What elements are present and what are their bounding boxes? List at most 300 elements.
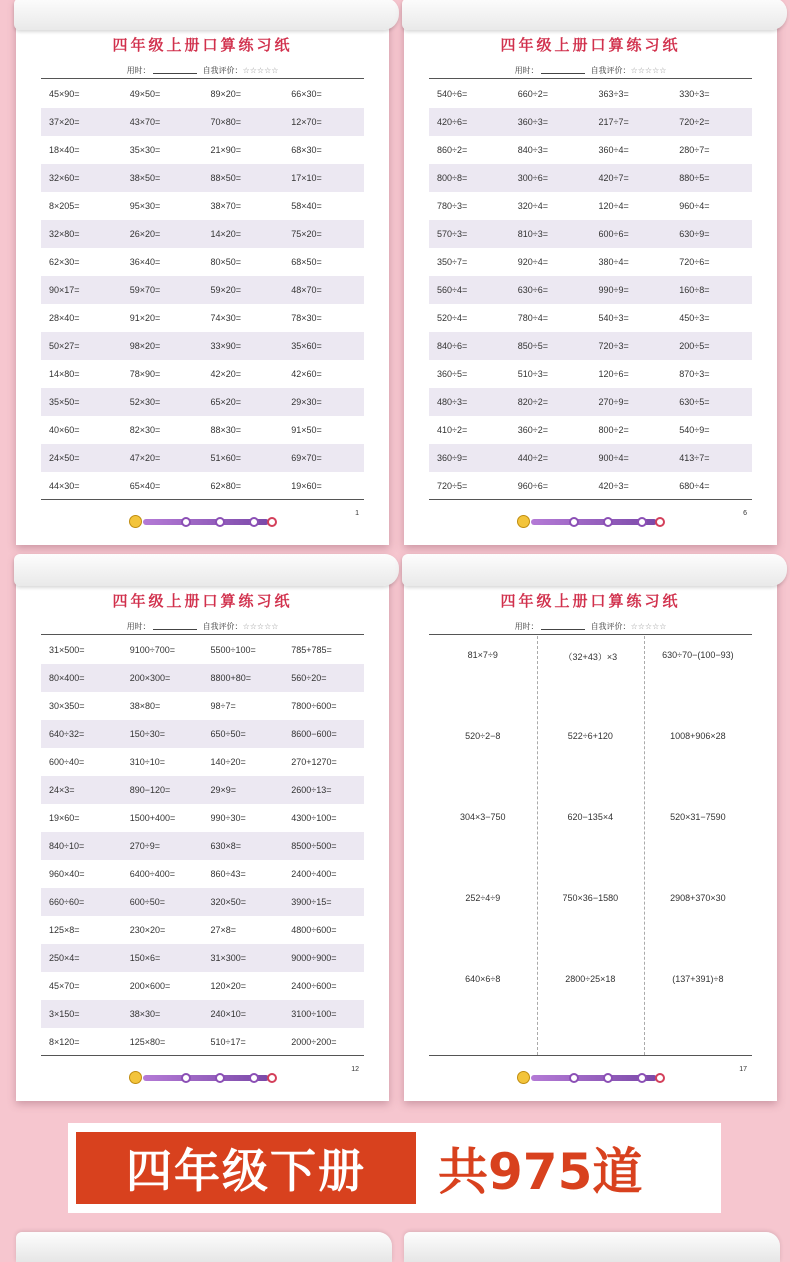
problem-cell: 860÷43= bbox=[210, 869, 246, 879]
problem-cell: 48×70= bbox=[291, 285, 322, 295]
problem-cell: 840÷6= bbox=[437, 341, 468, 351]
problem-cell: 125×8= bbox=[49, 925, 80, 935]
page-number: 1 bbox=[355, 510, 359, 517]
problem-cell: 68×50= bbox=[291, 257, 322, 267]
problem-cell: 600÷6= bbox=[598, 229, 629, 239]
problem-cell: 68×30= bbox=[291, 145, 322, 155]
problem-cell: 720÷3= bbox=[598, 341, 629, 351]
problem-cell: 47×20= bbox=[129, 453, 161, 463]
problem-cell: 3×150= bbox=[49, 1009, 80, 1019]
star-rating-icon: ☆☆☆☆☆ bbox=[242, 622, 279, 631]
table-row bbox=[429, 220, 752, 248]
problem-cell: 43×70= bbox=[129, 117, 161, 127]
column-divider bbox=[537, 636, 538, 1055]
problem-cell: 42×60= bbox=[291, 369, 322, 379]
problem-cell: 65×40= bbox=[129, 481, 161, 491]
table-row bbox=[41, 388, 364, 416]
problem-cell: 14×80= bbox=[49, 369, 80, 379]
timer-end-dot bbox=[655, 517, 665, 527]
problem-cell: 600÷40= bbox=[49, 757, 85, 767]
alarm-clock-icon bbox=[517, 515, 530, 528]
problem-cell: 91×50= bbox=[291, 425, 322, 435]
timer-dot bbox=[215, 517, 225, 527]
timer-end-dot bbox=[267, 517, 277, 527]
problem-cell: 12×70= bbox=[291, 117, 322, 127]
problem-cell: 140÷20= bbox=[210, 757, 246, 767]
top-rule bbox=[429, 78, 752, 79]
table-row bbox=[41, 944, 364, 972]
problem-cell: 19×60= bbox=[49, 813, 80, 823]
problem-cell: 59×70= bbox=[129, 285, 161, 295]
alarm-clock-icon bbox=[129, 1071, 142, 1084]
table-row bbox=[429, 388, 752, 416]
problem-cell: 35×50= bbox=[49, 397, 80, 407]
sheet-title: 四年级上册口算练习纸 bbox=[112, 592, 293, 610]
sheet-meta bbox=[404, 65, 777, 76]
problem-cell: 630÷6= bbox=[517, 285, 548, 295]
problem-cell: 200×600= bbox=[129, 981, 171, 991]
problem-cell: 5500÷100= bbox=[210, 645, 256, 655]
table-row bbox=[41, 444, 364, 472]
page-number: 6 bbox=[743, 510, 747, 517]
next-sheet-edge bbox=[404, 1232, 780, 1262]
problem-cell: 420÷6= bbox=[437, 117, 468, 127]
problem-cell: 29×9= bbox=[210, 785, 237, 795]
timer-dot bbox=[569, 517, 579, 527]
sheet-meta bbox=[16, 621, 389, 632]
problem-cell: 88×30= bbox=[210, 425, 242, 435]
problem-cell: 800÷2= bbox=[598, 425, 629, 435]
problem-cell: 300÷6= bbox=[517, 173, 548, 183]
table-row bbox=[429, 416, 752, 444]
mixed-problem-cell: 81×7÷9 bbox=[467, 650, 498, 660]
problem-cell: 350÷7= bbox=[437, 257, 468, 267]
problem-cell: 51×60= bbox=[210, 453, 242, 463]
problem-cell: 66×30= bbox=[291, 89, 322, 99]
table-row bbox=[41, 720, 364, 748]
table-row bbox=[41, 164, 364, 192]
problem-cell: 38×80= bbox=[129, 701, 161, 711]
problem-cell: 840÷3= bbox=[517, 145, 548, 155]
problem-cell: 270+1270= bbox=[291, 757, 337, 767]
star-rating-icon: ☆☆☆☆☆ bbox=[630, 622, 667, 631]
problem-cell: 780÷4= bbox=[517, 313, 548, 323]
problem-cell: 2600÷13= bbox=[291, 785, 332, 795]
sheet-binding bbox=[14, 554, 399, 586]
table-row bbox=[41, 80, 364, 108]
problem-cell: 410÷2= bbox=[437, 425, 468, 435]
banner-count-label: 共975道 bbox=[438, 1143, 643, 1201]
problem-cell: 45×70= bbox=[49, 981, 80, 991]
time-blank bbox=[153, 73, 197, 74]
problem-cell: 50×27= bbox=[49, 341, 80, 351]
problem-cell: 37×20= bbox=[49, 117, 80, 127]
problem-cell: 4800÷600= bbox=[291, 925, 337, 935]
problem-cell: 69×70= bbox=[291, 453, 322, 463]
problem-cell: 75×20= bbox=[291, 229, 322, 239]
time-blank bbox=[153, 629, 197, 630]
problem-cell: 650÷50= bbox=[210, 729, 246, 739]
problem-cell: 17×10= bbox=[291, 173, 322, 183]
worksheet-page-1 bbox=[16, 0, 389, 545]
table-row bbox=[41, 472, 364, 500]
problem-cell: 960÷6= bbox=[517, 481, 548, 491]
problem-cell: 70×80= bbox=[210, 117, 242, 127]
timer-dot bbox=[637, 1073, 647, 1083]
problem-cell: 29×30= bbox=[291, 397, 322, 407]
promo-banner bbox=[68, 1123, 721, 1213]
problem-cell: 990÷30= bbox=[210, 813, 246, 823]
problem-cell: 420÷3= bbox=[598, 481, 629, 491]
problem-cell: 31×300= bbox=[210, 953, 247, 963]
table-row bbox=[41, 304, 364, 332]
problem-cell: 58×40= bbox=[291, 201, 322, 211]
table-row bbox=[41, 972, 364, 1000]
table-row bbox=[41, 692, 364, 720]
table-row bbox=[41, 416, 364, 444]
timer-dot bbox=[249, 517, 259, 527]
table-row bbox=[429, 444, 752, 472]
problem-cell: 8×205= bbox=[49, 201, 80, 211]
problem-cell: 35×30= bbox=[129, 145, 161, 155]
table-row bbox=[41, 192, 364, 220]
problem-cell: 38×70= bbox=[210, 201, 242, 211]
problem-cell: 870÷3= bbox=[679, 369, 710, 379]
table-row bbox=[41, 636, 364, 664]
problem-cell: 217÷7= bbox=[598, 117, 629, 127]
mixed-problem-cell: 520÷2−8 bbox=[465, 731, 501, 741]
problem-cell: 630÷5= bbox=[679, 397, 710, 407]
problem-cell: 360÷4= bbox=[598, 145, 629, 155]
problem-cell: 28×40= bbox=[49, 313, 80, 323]
problem-cell: 413÷7= bbox=[679, 453, 710, 463]
mixed-problem-cell: 304×3−750 bbox=[459, 812, 506, 822]
problem-cell: 38×30= bbox=[129, 1009, 161, 1019]
problem-cell: 8800+80= bbox=[210, 673, 252, 683]
time-blank bbox=[541, 73, 585, 74]
problem-cell: 960÷4= bbox=[679, 201, 710, 211]
problem-cell: 160÷8= bbox=[679, 285, 710, 295]
problem-cell: 630÷9= bbox=[679, 229, 710, 239]
problem-cell: 640÷32= bbox=[49, 729, 85, 739]
problem-cell: 62×80= bbox=[210, 481, 242, 491]
problem-cell: 880÷5= bbox=[679, 173, 710, 183]
table-row bbox=[429, 276, 752, 304]
problem-cell: 65×20= bbox=[210, 397, 242, 407]
problem-cell: 810÷3= bbox=[517, 229, 548, 239]
problem-cell: 320÷4= bbox=[517, 201, 548, 211]
problem-cell: 8600−600= bbox=[291, 729, 337, 739]
problem-cell: 2000÷200= bbox=[291, 1037, 337, 1047]
problem-cell: 2400÷600= bbox=[291, 981, 337, 991]
problem-cell: 30×350= bbox=[49, 701, 85, 711]
problem-cell: 440÷2= bbox=[517, 453, 548, 463]
problem-cell: 52×30= bbox=[129, 397, 161, 407]
problem-cell: 14×20= bbox=[210, 229, 242, 239]
table-row bbox=[429, 108, 752, 136]
problem-cell: 78×90= bbox=[129, 369, 161, 379]
problem-cell: 7800÷600= bbox=[291, 701, 337, 711]
banner-grade-label: 四年级下册 bbox=[76, 1132, 416, 1204]
table-row bbox=[429, 192, 752, 220]
problem-cell: 800÷8= bbox=[437, 173, 468, 183]
time-blank bbox=[541, 629, 585, 630]
self-eval-label: 自我评价： bbox=[202, 66, 243, 75]
mixed-problem-cell: 750×36−1580 bbox=[562, 893, 619, 903]
problem-cell: 720÷6= bbox=[679, 257, 710, 267]
table-row bbox=[41, 832, 364, 860]
problem-cell: 18×40= bbox=[49, 145, 80, 155]
mixed-problem-cell: 640×6÷8 bbox=[465, 974, 501, 984]
problem-cell: 3900÷15= bbox=[291, 897, 332, 907]
problem-cell: 990÷9= bbox=[598, 285, 629, 295]
sheet-meta bbox=[16, 65, 389, 76]
mixed-problem-cell: 630÷70−(100−93) bbox=[662, 650, 734, 660]
problem-cell: 363÷3= bbox=[598, 89, 629, 99]
mixed-problem-cell: 620−135×4 bbox=[567, 812, 614, 822]
problem-cell: 120÷4= bbox=[598, 201, 629, 211]
table-row bbox=[41, 1028, 364, 1056]
problem-cell: 80×400= bbox=[49, 673, 85, 683]
problem-cell: 1500+400= bbox=[129, 813, 176, 823]
mixed-problem-cell: 2800÷25×18 bbox=[565, 974, 616, 984]
table-row bbox=[429, 136, 752, 164]
top-rule bbox=[41, 634, 364, 635]
problem-cell: 49×50= bbox=[129, 89, 161, 99]
problem-cell: 78×30= bbox=[291, 313, 322, 323]
page-number: 12 bbox=[351, 1066, 359, 1073]
bottom-rule bbox=[41, 499, 364, 500]
table-row bbox=[41, 804, 364, 832]
sheet-binding bbox=[402, 0, 787, 30]
problem-cell: 680÷4= bbox=[679, 481, 710, 491]
table-row bbox=[41, 664, 364, 692]
top-rule bbox=[41, 78, 364, 79]
problem-cell: 74×30= bbox=[210, 313, 242, 323]
table-row bbox=[41, 1000, 364, 1028]
table-row bbox=[429, 248, 752, 276]
problem-table bbox=[41, 636, 364, 1056]
timer-progress bbox=[517, 515, 665, 529]
problem-cell: 33×90= bbox=[210, 341, 242, 351]
problem-cell: 44×30= bbox=[49, 481, 80, 491]
timer-dot bbox=[249, 1073, 259, 1083]
problem-cell: 80×50= bbox=[210, 257, 242, 267]
problem-table bbox=[41, 80, 364, 500]
table-row bbox=[41, 136, 364, 164]
used-time-label: 用时： bbox=[126, 622, 151, 631]
problem-cell: 280÷7= bbox=[679, 145, 710, 155]
self-eval-label: 自我评价： bbox=[202, 622, 243, 631]
problem-cell: 360÷2= bbox=[517, 425, 548, 435]
sheet-meta bbox=[404, 621, 777, 632]
problem-cell: 4300÷100= bbox=[291, 813, 337, 823]
problem-cell: 660÷60= bbox=[49, 897, 85, 907]
problem-cell: 82×30= bbox=[129, 425, 161, 435]
problem-cell: 38×50= bbox=[129, 173, 161, 183]
problem-cell: 890−120= bbox=[129, 785, 171, 795]
table-row bbox=[429, 360, 752, 388]
table-row bbox=[41, 888, 364, 916]
problem-cell: 540÷6= bbox=[437, 89, 468, 99]
problem-cell: 32×80= bbox=[49, 229, 80, 239]
problem-cell: 250×4= bbox=[49, 953, 80, 963]
sheet-title: 四年级上册口算练习纸 bbox=[112, 36, 293, 54]
alarm-clock-icon bbox=[517, 1071, 530, 1084]
problem-cell: 36×40= bbox=[129, 257, 161, 267]
problem-cell: 120×20= bbox=[210, 981, 247, 991]
problem-cell: 785+785= bbox=[291, 645, 332, 655]
bottom-rule bbox=[429, 499, 752, 500]
problem-cell: 35×60= bbox=[291, 341, 322, 351]
self-eval-label: 自我评价： bbox=[590, 66, 631, 75]
table-row bbox=[41, 248, 364, 276]
bottom-rule bbox=[41, 1055, 364, 1056]
timer-end-dot bbox=[267, 1073, 277, 1083]
problem-cell: 200×300= bbox=[129, 673, 171, 683]
problem-cell: 900÷4= bbox=[598, 453, 629, 463]
problem-cell: 520÷4= bbox=[437, 313, 468, 323]
alarm-clock-icon bbox=[129, 515, 142, 528]
problem-cell: 98×20= bbox=[129, 341, 161, 351]
timer-dot bbox=[215, 1073, 225, 1083]
top-rule bbox=[429, 634, 752, 635]
sheet-title: 四年级上册口算练习纸 bbox=[500, 36, 681, 54]
used-time-label: 用时： bbox=[514, 622, 539, 631]
timer-dot bbox=[181, 517, 191, 527]
problem-cell: 570÷3= bbox=[437, 229, 468, 239]
problem-cell: 510÷17= bbox=[210, 1037, 246, 1047]
table-row bbox=[41, 360, 364, 388]
mixed-problem-cell: (137+391)÷8 bbox=[672, 974, 724, 984]
problem-cell: 320×50= bbox=[210, 897, 247, 907]
problem-cell: 240×10= bbox=[210, 1009, 247, 1019]
table-row bbox=[429, 164, 752, 192]
problem-cell: 120÷6= bbox=[598, 369, 629, 379]
problem-cell: 360÷5= bbox=[437, 369, 468, 379]
star-rating-icon: ☆☆☆☆☆ bbox=[242, 66, 279, 75]
problem-cell: 125×80= bbox=[129, 1037, 166, 1047]
table-row bbox=[41, 916, 364, 944]
problem-cell: 90×17= bbox=[49, 285, 80, 295]
problem-cell: 98÷7= bbox=[210, 701, 236, 711]
problem-cell: 510÷3= bbox=[517, 369, 548, 379]
worksheet-page-6 bbox=[404, 0, 777, 545]
page-number: 17 bbox=[739, 1066, 747, 1073]
problem-cell: 360÷9= bbox=[437, 453, 468, 463]
problem-cell: 720÷5= bbox=[437, 481, 468, 491]
problem-table bbox=[429, 80, 752, 500]
timer-progress bbox=[129, 1071, 277, 1085]
problem-cell: 850÷5= bbox=[517, 341, 548, 351]
mixed-problem-cell: 522÷6+120 bbox=[567, 731, 613, 741]
table-row bbox=[41, 276, 364, 304]
problem-cell: 920÷4= bbox=[517, 257, 548, 267]
problem-cell: 9000÷900= bbox=[291, 953, 337, 963]
problem-cell: 820÷2= bbox=[517, 397, 548, 407]
problem-cell: 8×120= bbox=[49, 1037, 80, 1047]
problem-cell: 270÷9= bbox=[129, 841, 160, 851]
problem-cell: 88×50= bbox=[210, 173, 242, 183]
problem-cell: 42×20= bbox=[210, 369, 242, 379]
problem-cell: 450÷3= bbox=[679, 313, 710, 323]
table-row bbox=[41, 748, 364, 776]
problem-cell: 660÷2= bbox=[517, 89, 548, 99]
sheet-binding bbox=[402, 554, 787, 586]
problem-cell: 91×20= bbox=[129, 313, 161, 323]
problem-cell: 95×30= bbox=[129, 201, 161, 211]
next-sheet-edge bbox=[16, 1232, 392, 1262]
table-row bbox=[41, 860, 364, 888]
used-time-label: 用时： bbox=[514, 66, 539, 75]
problem-cell: 3100÷100= bbox=[291, 1009, 337, 1019]
problem-cell: 330÷3= bbox=[679, 89, 710, 99]
problem-cell: 560÷4= bbox=[437, 285, 468, 295]
timer-dot bbox=[603, 1073, 613, 1083]
problem-cell: 960×40= bbox=[49, 869, 85, 879]
problem-cell: 840÷10= bbox=[49, 841, 85, 851]
problem-cell: 2400÷400= bbox=[291, 869, 337, 879]
problem-cell: 270÷9= bbox=[598, 397, 629, 407]
problem-cell: 200÷5= bbox=[679, 341, 710, 351]
problem-cell: 380÷4= bbox=[598, 257, 629, 267]
problem-cell: 24×50= bbox=[49, 453, 80, 463]
table-row bbox=[429, 472, 752, 500]
problem-cell: 32×60= bbox=[49, 173, 80, 183]
mixed-problem-cell: 2908+370×30 bbox=[670, 893, 726, 903]
problem-cell: 600÷50= bbox=[129, 897, 165, 907]
problem-cell: 360÷3= bbox=[517, 117, 548, 127]
star-rating-icon: ☆☆☆☆☆ bbox=[630, 66, 667, 75]
problem-cell: 59×20= bbox=[210, 285, 242, 295]
mixed-problem-cell: （32+43）×3 bbox=[563, 652, 618, 662]
problem-cell: 62×30= bbox=[49, 257, 80, 267]
mixed-problem-cell: 1008+906×28 bbox=[670, 731, 726, 741]
sheet-binding bbox=[14, 0, 399, 30]
problem-cell: 8500÷500= bbox=[291, 841, 337, 851]
timer-dot bbox=[637, 517, 647, 527]
timer-dot bbox=[569, 1073, 579, 1083]
worksheet-page-12 bbox=[16, 556, 389, 1101]
table-row bbox=[41, 776, 364, 804]
problem-cell: 21×90= bbox=[210, 145, 242, 155]
problem-cell: 89×20= bbox=[210, 89, 242, 99]
timer-dot bbox=[181, 1073, 191, 1083]
problem-cell: 19×60= bbox=[291, 481, 322, 491]
problem-cell: 560÷20= bbox=[291, 673, 327, 683]
problem-cell: 27×8= bbox=[210, 925, 237, 935]
column-divider bbox=[644, 636, 645, 1055]
problem-cell: 540÷3= bbox=[598, 313, 629, 323]
problem-cell: 150×6= bbox=[129, 953, 161, 963]
problem-cell: 150÷30= bbox=[129, 729, 165, 739]
problem-cell: 420÷7= bbox=[598, 173, 629, 183]
problem-cell: 860÷2= bbox=[437, 145, 468, 155]
table-row bbox=[429, 332, 752, 360]
self-eval-label: 自我评价： bbox=[590, 622, 631, 631]
problem-cell: 31×500= bbox=[49, 645, 85, 655]
bottom-rule bbox=[429, 1055, 752, 1056]
problem-cell: 26×20= bbox=[129, 229, 161, 239]
problem-cell: 310÷10= bbox=[129, 757, 165, 767]
table-row bbox=[429, 80, 752, 108]
worksheet-page-17 bbox=[404, 556, 777, 1101]
timer-dot bbox=[603, 517, 613, 527]
problem-cell: 24×3= bbox=[49, 785, 75, 795]
table-row bbox=[41, 220, 364, 248]
sheet-title: 四年级上册口算练习纸 bbox=[500, 592, 681, 610]
table-row bbox=[429, 304, 752, 332]
